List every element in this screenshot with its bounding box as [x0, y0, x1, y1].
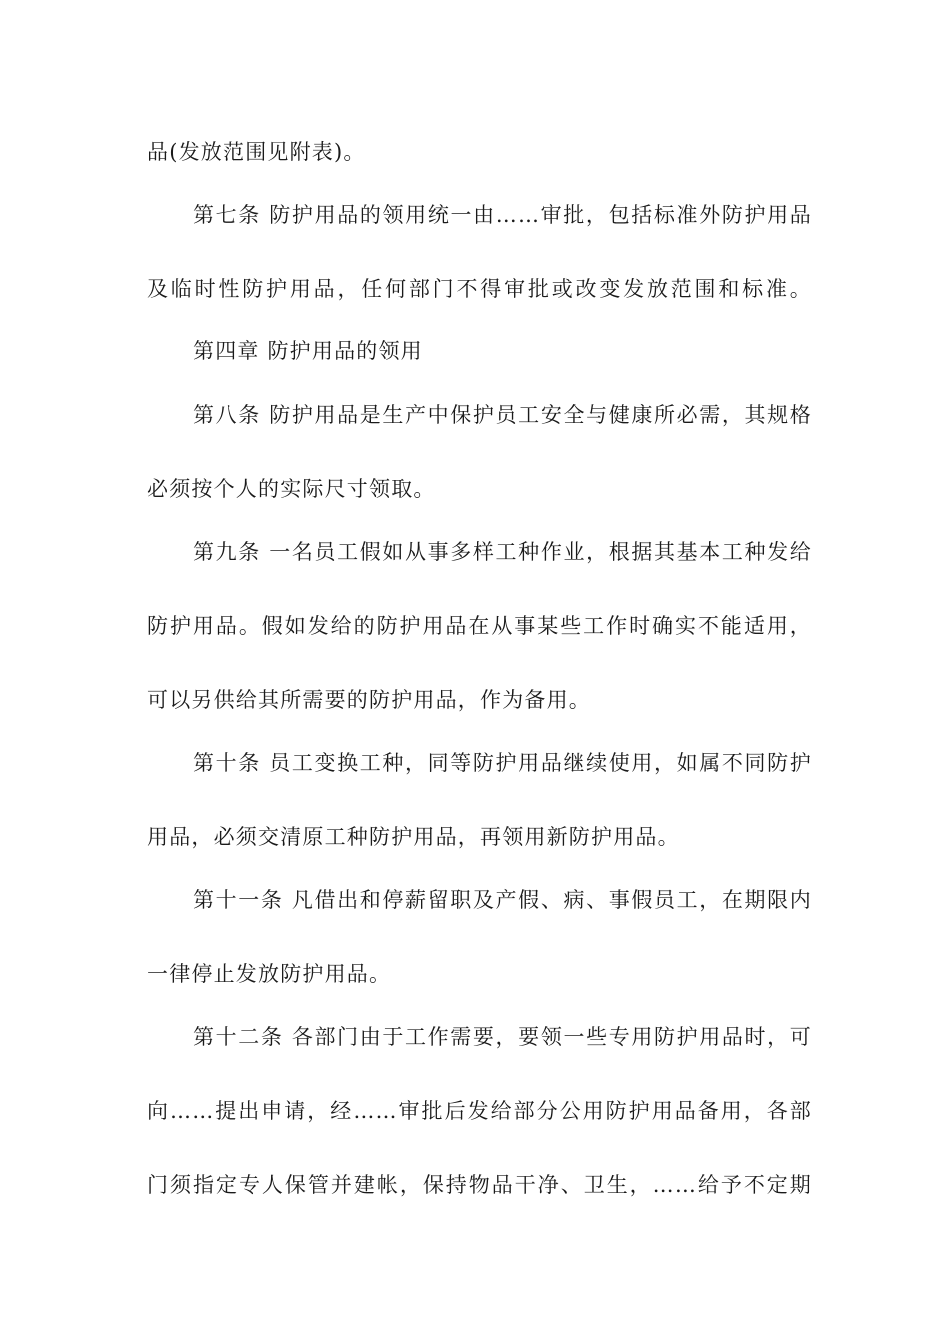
chapter-heading: 第四章 防护用品的领用 — [193, 339, 423, 363]
text-line: 门须指定专人保管并建帐，保持物品干净、卫生，……给予不定期 — [147, 1173, 812, 1197]
article-11-heading-line: 第十一条 凡借出和停薪留职及产假、病、事假员工，在期限内 — [193, 888, 812, 912]
text-line: 向……提出申请，经……审批后发给部分公用防护用品备用，各部 — [147, 1099, 812, 1123]
text-line: 用品，必须交清原工种防护用品，再领用新防护用品。 — [147, 825, 680, 849]
article-9-heading-line: 第九条 一名员工假如从事多样工种作业，根据其基本工种发给 — [193, 540, 812, 564]
article-8-heading-line: 第八条 防护用品是生产中保护员工安全与健康所必需，其规格 — [193, 403, 812, 427]
text-line: 必须按个人的实际尺寸领取。 — [147, 477, 436, 501]
text-line: 可以另供给其所需要的防护用品，作为备用。 — [147, 688, 591, 712]
text-line: 防护用品。假如发给的防护用品在从事某些工作时确实不能适用， — [147, 614, 812, 638]
text-line: 及临时性防护用品，任何部门不得审批或改变发放范围和标准。 — [147, 277, 812, 301]
text-line: 一律停止发放防护用品。 — [147, 962, 392, 986]
article-10-heading-line: 第十条 员工变换工种，同等防护用品继续使用，如属不同防护 — [193, 751, 812, 775]
text-line: 品(发放范围见附表)。 — [147, 140, 366, 164]
article-12-heading-line: 第十二条 各部门由于工作需要，要领一些专用防护用品时，可 — [193, 1025, 812, 1049]
article-7-heading-line: 第七条 防护用品的领用统一由……审批，包括标准外防护用品 — [193, 203, 812, 227]
